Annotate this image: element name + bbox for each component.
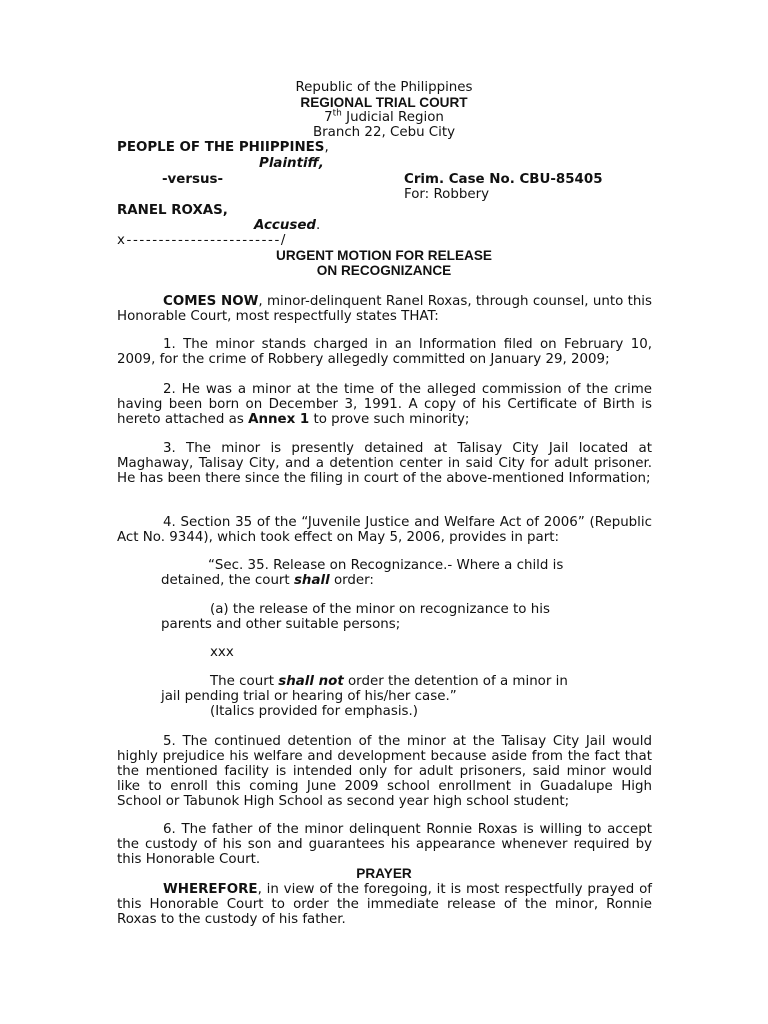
intro-paragraph: COMES NOW, minor-delinquent Ranel Roxas, through counsel, unto this Honorable Court, most respectfully states THAT: (117, 294, 653, 324)
quote-line-5: The court shall not order the detention of a minor in (210, 674, 568, 689)
motion-title (0, 248, 768, 278)
prayer-heading: PRAYER (356, 866, 412, 881)
branch-line: Branch 22, Cebu City (312, 125, 456, 140)
accused-role: Accused. (254, 218, 321, 233)
quote-line-3: (a) the release of the minor on recognizance to his (210, 602, 550, 617)
quote-line-2: detained, the court shall order: (161, 573, 374, 588)
prayer-paragraph: WHEREFORE, in view of the foregoing, it is most respectfully prayed of this Honorable Court to order the immediate release of the minor, Ronnie Roxas to the custody of his father. (117, 882, 652, 927)
paragraph-4: 4. Section 35 of the “Juvenile Justice and Welfare Act of 2006” (Republic Act No. 9344), which took effect on May 5, 2006, provides in part: (117, 515, 652, 545)
quote-line-6: jail pending trial or hearing of his/her case.” (161, 689, 457, 704)
plaintiff-role: Plaintiff, (259, 156, 324, 171)
accused-name: RANEL ROXAS, (117, 203, 228, 218)
quote-omission: xxx (210, 645, 234, 660)
versus-label: -versus- (162, 172, 224, 187)
case-number: Crim. Case No. CBU-85405 (404, 172, 603, 187)
case-offense: For: Robbery (404, 187, 490, 202)
court-name: REGIONAL TRIAL COURT (300, 95, 468, 110)
paragraph-5: 5. The continued detention of the minor at the Talisay City Jail would highly prejudice his welfare and development because aside from the fact that the mentioned facility is intended only for adult prisoners, said minor would like to enroll this coming June 2009 school enrollment in Guadalupe High School or Tabunok High School as second year high school student; (117, 734, 652, 809)
paragraph-2: 2. He was a minor at the time of the alleged commission of the crime having been born on December 3, 1991. A copy of his Certificate of Birth is hereto attached as Annex 1 to prove such minority; (117, 382, 652, 427)
court-header (0, 80, 768, 140)
region-line: 7th Judicial Region (324, 108, 444, 125)
paragraph-6: 6. The father of the minor delinquent Ronnie Roxas is willing to accept the custody of his son and guarantees his appearance whenever required by this Honorable Court. (117, 822, 652, 867)
quote-line-4: parents and other suitable persons; (161, 617, 401, 632)
quote-line-1: “Sec. 35. Release on Recognizance.- Where a child is (208, 558, 564, 573)
title-line-2: ON RECOGNIZANCE (316, 263, 452, 278)
italics-note: (Italics provided for emphasis.) (210, 704, 419, 719)
plaintiff-name: PEOPLE OF THE PHIIPPINES, (117, 140, 329, 155)
title-line-1: URGENT MOTION FOR RELEASE (276, 248, 492, 263)
paragraph-1: 1. The minor stands charged in an Information filed on February 10, 2009, for the crime of Robbery allegedly committed on January 29, 2009; (117, 337, 652, 367)
prayer-heading-row (0, 866, 768, 881)
caption-separator: x------------------------/ (117, 233, 288, 248)
paragraph-3: 3. The minor is presently detained at Talisay City Jail located at Maghaway, Talisay City, and a detention center in said City for adult prisoner. He has been there since the filing in court of the above-mentioned Information; (117, 441, 652, 486)
republic-line: Republic of the Philippines (295, 80, 473, 95)
